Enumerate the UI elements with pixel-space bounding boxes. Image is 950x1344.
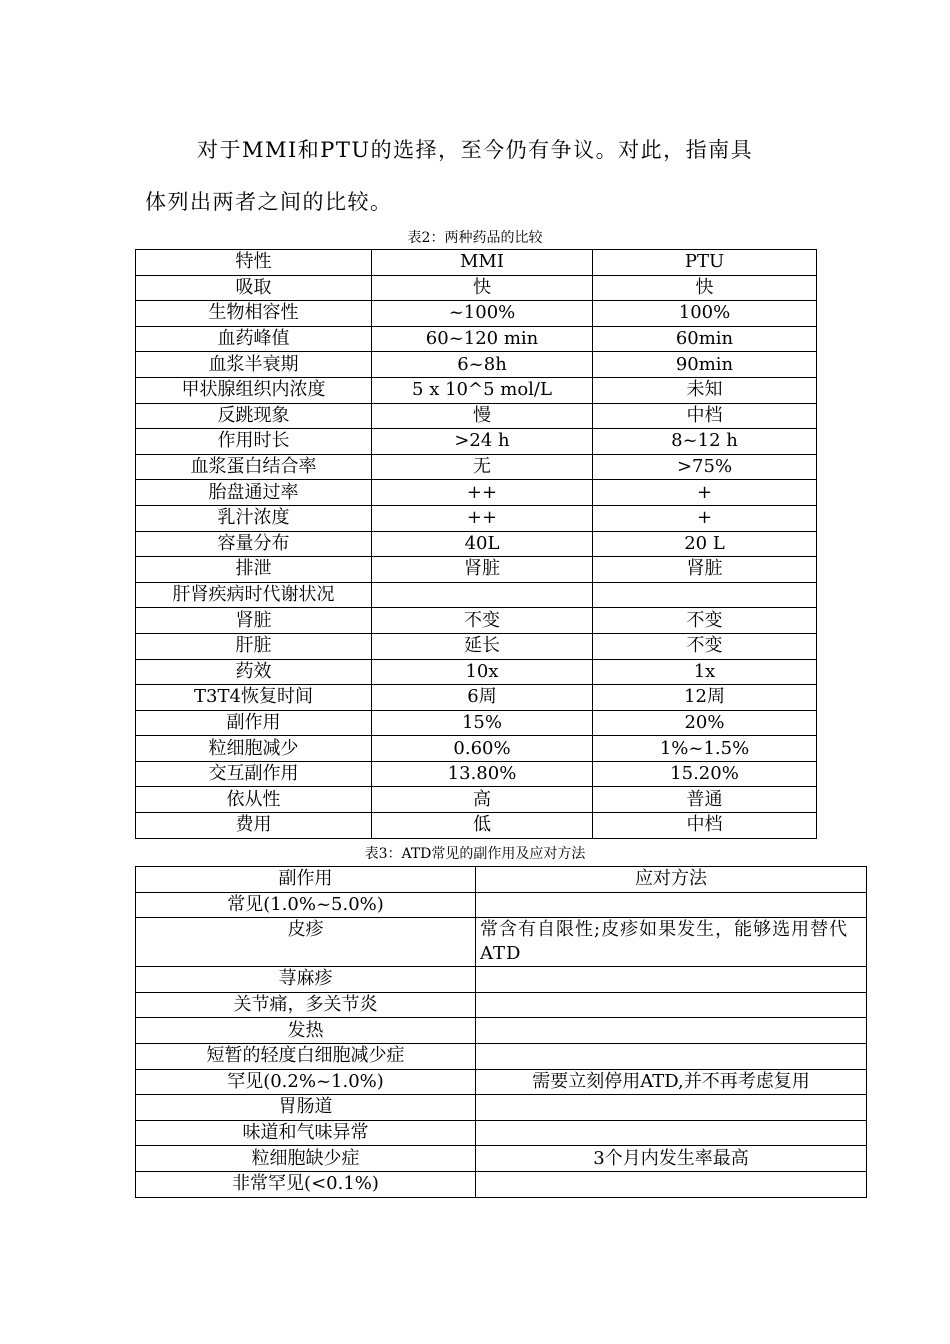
- header-cell: PTU: [593, 250, 817, 276]
- table-row: [136, 429, 817, 455]
- table-cell: T3T4恢复时间: [136, 685, 372, 711]
- table-cell: 发热: [136, 1018, 476, 1044]
- table-row: [136, 505, 817, 531]
- table-row: [136, 1095, 867, 1121]
- table-cell: 6~8h: [372, 352, 593, 378]
- table-row: [136, 454, 817, 480]
- table-cell: 快: [372, 275, 593, 301]
- table-header-row: [136, 867, 867, 893]
- table-cell: 胎盘通过率: [136, 480, 372, 506]
- table-cell: 吸取: [136, 275, 372, 301]
- table-cell: 未知: [593, 377, 817, 403]
- table-cell: 胃肠道: [136, 1095, 476, 1121]
- table-cell: [372, 582, 593, 608]
- table-cell: 100%: [593, 301, 817, 327]
- table-cell: 13.80%: [372, 761, 593, 787]
- drug-comparison-table: [135, 249, 817, 839]
- intro-paragraph: [145, 124, 825, 228]
- table-cell: +: [593, 480, 817, 506]
- table-cell: 60min: [593, 326, 817, 352]
- table-cell: 甲状腺组织内浓度: [136, 377, 372, 403]
- table-cell: 5 x 10^5 mol/L: [372, 377, 593, 403]
- table-cell: 普通: [593, 787, 817, 813]
- table-row: [136, 557, 817, 583]
- table-row: [136, 275, 817, 301]
- table-row: [136, 813, 817, 839]
- table-cell: 6周: [372, 685, 593, 711]
- table-cell: 20 L: [593, 531, 817, 557]
- table-cell: 15.20%: [593, 761, 817, 787]
- table-cell: [476, 1120, 867, 1146]
- table-cell: 非常罕见(<0.1%): [136, 1171, 476, 1197]
- table-cell: 中档: [593, 403, 817, 429]
- table-cell: +: [593, 505, 817, 531]
- table-cell: 常含有自限性;皮疹如果发生，能够选用替代ATD: [476, 918, 867, 967]
- table-cell: 味道和气味异常: [136, 1120, 476, 1146]
- table-cell: 肝肾疾病时代谢状况: [136, 582, 372, 608]
- table-cell: >75%: [593, 454, 817, 480]
- table-header-row: [136, 250, 817, 276]
- table-cell: 肾脏: [593, 557, 817, 583]
- table-cell: 0.60%: [372, 736, 593, 762]
- table-row: [136, 1120, 867, 1146]
- side-effects-table: [135, 866, 867, 1198]
- table-cell: 慢: [372, 403, 593, 429]
- table-cell: 12周: [593, 685, 817, 711]
- table-row: [136, 352, 817, 378]
- table-cell: 快: [593, 275, 817, 301]
- table-cell: 荨麻疹: [136, 967, 476, 993]
- table-row: [136, 480, 817, 506]
- table-cell: ++: [372, 505, 593, 531]
- table-row: [136, 1043, 867, 1069]
- table-row: [136, 633, 817, 659]
- table-cell: 不变: [593, 633, 817, 659]
- table-row: [136, 992, 867, 1018]
- table-cell: 短暂的轻度白细胞减少症: [136, 1043, 476, 1069]
- table-cell: 关节痛，多关节炎: [136, 992, 476, 1018]
- table-cell: 8~12 h: [593, 429, 817, 455]
- table-cell: 肾脏: [136, 608, 372, 634]
- table-cell: 粒细胞减少: [136, 736, 372, 762]
- table-cell: 90min: [593, 352, 817, 378]
- table-row: [136, 892, 867, 918]
- table-row: [136, 608, 817, 634]
- table-cell: 排泄: [136, 557, 372, 583]
- table-cell: 中档: [593, 813, 817, 839]
- table3-caption: 表3：ATD常见的副作用及应对方法: [364, 846, 586, 862]
- table-cell: 60~120 min: [372, 326, 593, 352]
- table-cell: 反跳现象: [136, 403, 372, 429]
- table-cell: 40L: [372, 531, 593, 557]
- table-row: [136, 659, 817, 685]
- table-cell: 20%: [593, 710, 817, 736]
- table-row: [136, 967, 867, 993]
- table-row: [136, 1171, 867, 1197]
- table-row: [136, 1146, 867, 1172]
- table-cell: 血药峰值: [136, 326, 372, 352]
- table-cell: 不变: [372, 608, 593, 634]
- intro-line-2: 体列出两者之间的比较。: [145, 190, 393, 214]
- table-cell: 肝脏: [136, 633, 372, 659]
- table-row: [136, 531, 817, 557]
- table-cell: 低: [372, 813, 593, 839]
- table-cell: 作用时长: [136, 429, 372, 455]
- table-cell: 副作用: [136, 710, 372, 736]
- table-row: [136, 685, 817, 711]
- table-cell: [476, 992, 867, 1018]
- table-cell: [476, 1043, 867, 1069]
- table-cell: [476, 1171, 867, 1197]
- table-row: [136, 736, 817, 762]
- header-cell: MMI: [372, 250, 593, 276]
- table-cell: 肾脏: [372, 557, 593, 583]
- table-row: [136, 582, 817, 608]
- table-cell: 药效: [136, 659, 372, 685]
- table-cell: 不变: [593, 608, 817, 634]
- table-cell: 无: [372, 454, 593, 480]
- table-row: [136, 1069, 867, 1095]
- table-cell: 交互副作用: [136, 761, 372, 787]
- table-cell: 皮疹: [136, 918, 476, 967]
- table-cell: [476, 1018, 867, 1044]
- table-cell: [476, 1095, 867, 1121]
- table-cell: 15%: [372, 710, 593, 736]
- table-cell: 容量分布: [136, 531, 372, 557]
- table-cell: 生物相容性: [136, 301, 372, 327]
- table-cell: [476, 967, 867, 993]
- table-cell: 3个月内发生率最高: [476, 1146, 867, 1172]
- table-cell: 费用: [136, 813, 372, 839]
- table-cell: 1x: [593, 659, 817, 685]
- table-row: [136, 403, 817, 429]
- table-cell: 需要立刻停用ATD,并不再考虑复用: [476, 1069, 867, 1095]
- table-row: [136, 761, 817, 787]
- table-cell: 依从性: [136, 787, 372, 813]
- table-row: [136, 301, 817, 327]
- table-cell: 乳汁浓度: [136, 505, 372, 531]
- table-cell: 延长: [372, 633, 593, 659]
- table-cell: [476, 892, 867, 918]
- table-cell: ++: [372, 480, 593, 506]
- table-cell: 粒细胞缺少症: [136, 1146, 476, 1172]
- table-row: [136, 918, 867, 967]
- table-row: [136, 326, 817, 352]
- table-cell: 高: [372, 787, 593, 813]
- table-row: [136, 710, 817, 736]
- table-cell: 1%~1.5%: [593, 736, 817, 762]
- header-cell: 特性: [136, 250, 372, 276]
- table-cell: 血浆半衰期: [136, 352, 372, 378]
- intro-line-1: 对于MMI和PTU的选择，至今仍有争议。对此，指南具: [197, 138, 754, 162]
- table-cell: 常见(1.0%~5.0%): [136, 892, 476, 918]
- table-cell: 10x: [372, 659, 593, 685]
- table-cell: [593, 582, 817, 608]
- table2-caption: 表2：两种药品的比较: [407, 230, 543, 246]
- table-cell: ~100%: [372, 301, 593, 327]
- table-cell: >24 h: [372, 429, 593, 455]
- header-cell: 应对方法: [476, 867, 867, 893]
- table-row: [136, 377, 817, 403]
- table-row: [136, 1018, 867, 1044]
- table-cell: 罕见(0.2%~1.0%): [136, 1069, 476, 1095]
- header-cell: 副作用: [136, 867, 476, 893]
- table-row: [136, 787, 817, 813]
- table-cell: 血浆蛋白结合率: [136, 454, 372, 480]
